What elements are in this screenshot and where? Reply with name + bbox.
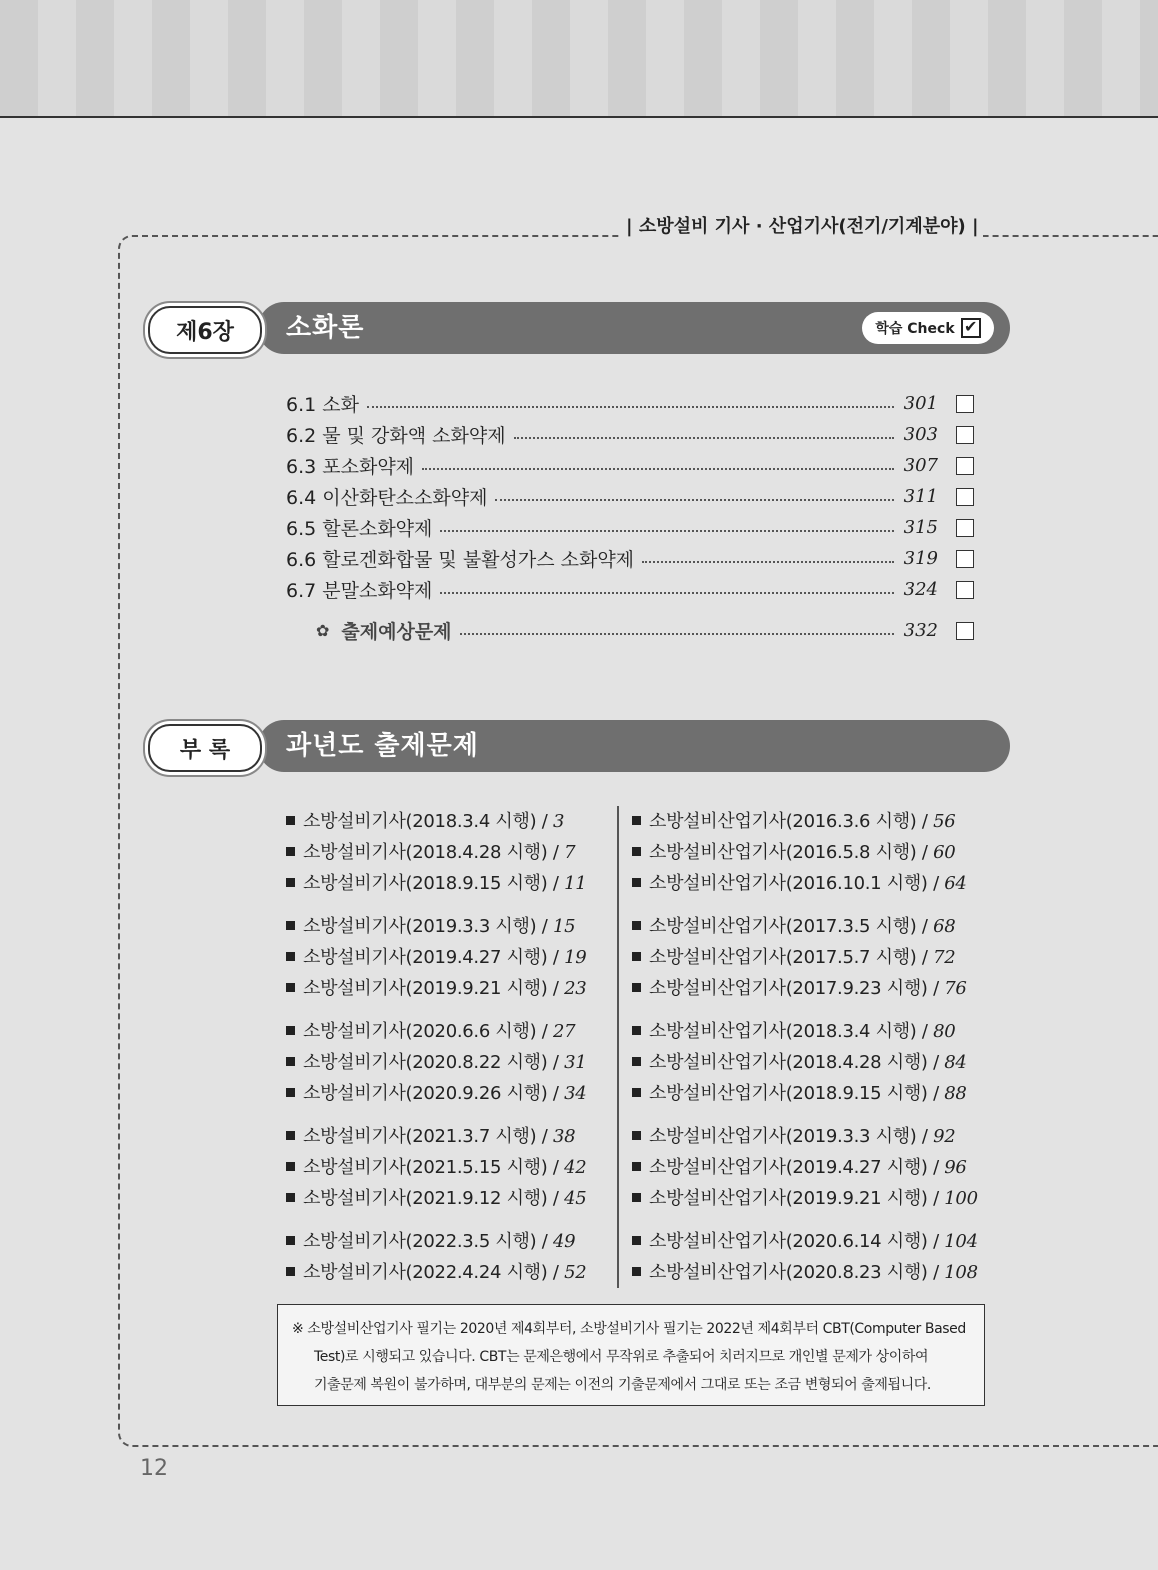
study-checkbox[interactable] [956, 395, 974, 413]
study-check-label: 학습 Check [875, 321, 955, 337]
exam-year-group [632, 911, 986, 1004]
list-item [632, 942, 986, 973]
exam-page-number: 15 [552, 916, 576, 937]
square-bullet-icon [286, 1193, 295, 1202]
chapter-title-bar [258, 302, 1010, 354]
square-bullet-icon [286, 1088, 295, 1097]
square-bullet-icon [286, 1026, 295, 1035]
list-item [632, 806, 986, 837]
exam-label: 소방설비기사(2019.4.27 시행) / [303, 947, 565, 968]
exam-label: 소방설비산업기사(2019.9.21 시행) / [649, 1188, 945, 1209]
exam-label: 소방설비산업기사(2019.4.27 시행) / [649, 1157, 945, 1178]
square-bullet-icon [632, 921, 641, 930]
past-exam-column-industrial [632, 806, 986, 1300]
exam-page-number: 11 [564, 873, 587, 894]
toc-leader-dots [495, 499, 894, 501]
appendix-title-bar [258, 720, 1010, 772]
toc-section-label: 6.5 할론소화약제 [286, 518, 433, 540]
exam-page-number: 3 [552, 811, 565, 832]
exam-year-group [286, 806, 612, 899]
toc-page-number: 301 [903, 393, 938, 414]
past-exam-column-engineer [286, 806, 612, 1300]
toc-page-number: 303 [903, 424, 938, 445]
toc-leader-dots [642, 561, 894, 563]
square-bullet-icon [632, 878, 641, 887]
square-bullet-icon [286, 816, 295, 825]
exam-page-number: 108 [944, 1262, 978, 1283]
list-item [632, 1016, 986, 1047]
toc-row [286, 574, 976, 605]
exam-label: 소방설비기사(2019.3.3 시행) / [303, 916, 553, 937]
list-item [632, 837, 986, 868]
study-checkbox[interactable] [956, 457, 974, 475]
toc-section-label: 6.6 할로겐화합물 및 불활성가스 소화약제 [286, 549, 635, 571]
exam-label: 소방설비기사(2022.3.5 시행) / [303, 1231, 553, 1252]
square-bullet-icon [632, 952, 641, 961]
chapter-badge: 제6장 [148, 306, 262, 354]
square-bullet-icon [632, 816, 641, 825]
toc-page-number: 307 [903, 455, 938, 476]
toc-section-label: 출제예상문제 [341, 621, 452, 643]
exam-page-number: 7 [564, 842, 576, 863]
toc-row [286, 481, 976, 512]
square-bullet-icon [632, 1026, 641, 1035]
exam-year-group [286, 1121, 612, 1214]
exam-label: 소방설비기사(2021.3.7 시행) / [303, 1126, 553, 1147]
toc-page-number: 315 [903, 517, 938, 538]
list-item [286, 806, 612, 837]
list-item [286, 1183, 612, 1214]
study-checkbox[interactable] [956, 550, 974, 568]
square-bullet-icon [286, 983, 295, 992]
study-checkbox[interactable] [956, 426, 974, 444]
exam-label: 소방설비산업기사(2020.8.23 시행) / [649, 1262, 945, 1283]
exam-page-number: 84 [944, 1052, 967, 1073]
list-item [632, 1121, 986, 1152]
exam-page-number: 56 [933, 811, 956, 832]
toc-leader-dots [422, 468, 894, 470]
square-bullet-icon [286, 1162, 295, 1171]
checked-box-icon: ✔ [961, 318, 981, 338]
square-bullet-icon [286, 847, 295, 856]
top-decorative-band [0, 0, 1158, 118]
exam-label: 소방설비산업기사(2016.3.6 시행) / [649, 811, 934, 832]
square-bullet-icon [632, 1193, 641, 1202]
list-item [286, 911, 612, 942]
toc-row [286, 543, 976, 574]
toc-leader-dots [367, 406, 894, 408]
chapter-toc [286, 388, 976, 646]
list-item [286, 942, 612, 973]
exam-label: 소방설비기사(2020.6.6 시행) / [303, 1021, 553, 1042]
square-bullet-icon [286, 1131, 295, 1140]
toc-page-number: 332 [903, 620, 938, 641]
exam-page-number: 80 [933, 1021, 956, 1042]
toc-leader-dots [514, 437, 894, 439]
appendix-badge: 부 록 [148, 724, 262, 772]
column-divider [617, 806, 619, 1288]
page-number: 12 [140, 1456, 168, 1481]
toc-row [286, 512, 976, 543]
exam-page-number: 52 [564, 1262, 587, 1283]
list-item [286, 868, 612, 899]
exam-label: 소방설비산업기사(2019.3.3 시행) / [649, 1126, 934, 1147]
exam-page-number: 45 [564, 1188, 587, 1209]
study-checkbox[interactable] [956, 622, 974, 640]
study-checkbox[interactable] [956, 581, 974, 599]
square-bullet-icon [632, 1088, 641, 1097]
past-exam-list [286, 806, 986, 1288]
square-bullet-icon [632, 1131, 641, 1140]
toc-leader-dots [440, 530, 894, 532]
exam-page-number: 64 [944, 873, 967, 894]
toc-section-label: 6.2 물 및 강화액 소화약제 [286, 425, 506, 447]
toc-section-label: 6.3 포소화약제 [286, 456, 415, 478]
list-item [632, 1078, 986, 1109]
list-item [632, 1152, 986, 1183]
square-bullet-icon [632, 1162, 641, 1171]
list-item [632, 868, 986, 899]
exam-page-number: 60 [933, 842, 956, 863]
square-bullet-icon [286, 1267, 295, 1276]
exam-page-number: 23 [564, 978, 587, 999]
exam-label: 소방설비기사(2018.4.28 시행) / [303, 842, 565, 863]
list-item [632, 911, 986, 942]
toc-section-label: 6.1 소화 [286, 394, 359, 416]
exam-year-group [632, 806, 986, 899]
toc-row [286, 450, 976, 481]
notice-line: ※ 소방설비산업기사 필기는 2020년 제4회부터, 소방설비기사 필기는 2022년 제4회부터 CBT(Computer Based [292, 1321, 966, 1337]
list-item [632, 1226, 986, 1257]
flower-icon: ✿ [316, 621, 330, 640]
square-bullet-icon [632, 847, 641, 856]
exam-page-number: 19 [564, 947, 587, 968]
list-item [286, 1226, 612, 1257]
exam-page-number: 104 [944, 1231, 978, 1252]
square-bullet-icon [632, 1236, 641, 1245]
exam-page-number: 72 [933, 947, 956, 968]
exam-page-number: 49 [552, 1231, 576, 1252]
exam-label: 소방설비산업기사(2018.3.4 시행) / [649, 1021, 934, 1042]
exam-page-number: 96 [944, 1157, 967, 1178]
list-item [632, 1257, 986, 1288]
study-checkbox[interactable] [956, 488, 974, 506]
exam-label: 소방설비산업기사(2016.10.1 시행) / [649, 873, 945, 894]
exam-page-number: 100 [944, 1188, 978, 1209]
list-item [286, 837, 612, 868]
study-check-pill [862, 312, 994, 344]
exam-page-number: 42 [564, 1157, 587, 1178]
notice-line: Test)로 시행되고 있습니다. CBT는 문제은행에서 무작위로 추출되어 치러지므로 개인별 문제가 상이하여 [314, 1349, 929, 1365]
study-checkbox[interactable] [956, 519, 974, 537]
exam-year-group [632, 1121, 986, 1214]
list-item [286, 1152, 612, 1183]
exam-page-number: 88 [944, 1083, 967, 1104]
toc-page-number: 311 [903, 486, 938, 507]
square-bullet-icon [286, 878, 295, 887]
list-item [632, 1183, 986, 1214]
list-item [286, 1257, 612, 1288]
exam-year-group [286, 911, 612, 1004]
exam-year-group [286, 1016, 612, 1109]
toc-row-practice-problems [286, 615, 976, 646]
exam-page-number: 92 [933, 1126, 956, 1147]
square-bullet-icon [286, 952, 295, 961]
exam-page-number: 31 [564, 1052, 587, 1073]
exam-page-number: 34 [564, 1083, 587, 1104]
exam-label: 소방설비기사(2020.8.22 시행) / [303, 1052, 565, 1073]
toc-row [286, 388, 976, 419]
notice-line: 기출문제 복원이 불가하며, 대부분의 문제는 이전의 기출문제에서 그대로 또는 조금 변형되어 출제됩니다. [314, 1377, 931, 1393]
toc-page-number: 319 [903, 548, 938, 569]
list-item [286, 1016, 612, 1047]
exam-label: 소방설비기사(2022.4.24 시행) / [303, 1262, 565, 1283]
exam-year-group [632, 1016, 986, 1109]
toc-section-label: 6.4 이산화탄소소화약제 [286, 487, 488, 509]
exam-label: 소방설비기사(2020.9.26 시행) / [303, 1083, 565, 1104]
square-bullet-icon [286, 921, 295, 930]
exam-label: 소방설비산업기사(2017.9.23 시행) / [649, 978, 945, 999]
square-bullet-icon [632, 1057, 641, 1066]
exam-page-number: 27 [552, 1021, 576, 1042]
exam-year-group [286, 1226, 612, 1288]
list-item [286, 1121, 612, 1152]
exam-label: 소방설비기사(2018.3.4 시행) / [303, 811, 553, 832]
exam-label: 소방설비기사(2019.9.21 시행) / [303, 978, 565, 999]
cbt-notice-box [277, 1304, 985, 1406]
chapter-title: 소화론 [286, 313, 365, 343]
exam-label: 소방설비산업기사(2017.3.5 시행) / [649, 916, 934, 937]
exam-label: 소방설비기사(2018.9.15 시행) / [303, 873, 565, 894]
square-bullet-icon [632, 983, 641, 992]
exam-label: 소방설비기사(2021.9.12 시행) / [303, 1188, 565, 1209]
exam-label: 소방설비산업기사(2017.5.7 시행) / [649, 947, 934, 968]
toc-section-label: 6.7 분말소화약제 [286, 580, 433, 602]
toc-leader-dots [460, 633, 894, 635]
toc-row [286, 419, 976, 450]
list-item [286, 1047, 612, 1078]
exam-page-number: 76 [944, 978, 967, 999]
list-item [286, 973, 612, 1004]
book-title-header: | 소방설비 기사 · 산업기사(전기/기계분야) | [622, 212, 983, 238]
square-bullet-icon [286, 1057, 295, 1066]
exam-label: 소방설비산업기사(2018.4.28 시행) / [649, 1052, 945, 1073]
exam-page-number: 38 [552, 1126, 576, 1147]
list-item [632, 1047, 986, 1078]
exam-year-group [632, 1226, 986, 1288]
list-item [632, 973, 986, 1004]
exam-page-number: 68 [933, 916, 956, 937]
toc-page-number: 324 [903, 579, 938, 600]
exam-label: 소방설비기사(2021.5.15 시행) / [303, 1157, 565, 1178]
list-item [286, 1078, 612, 1109]
exam-label: 소방설비산업기사(2020.6.14 시행) / [649, 1231, 945, 1252]
toc-leader-dots [440, 592, 894, 594]
appendix-title: 과년도 출제문제 [286, 731, 479, 761]
exam-label: 소방설비산업기사(2018.9.15 시행) / [649, 1083, 945, 1104]
square-bullet-icon [632, 1267, 641, 1276]
exam-label: 소방설비산업기사(2016.5.8 시행) / [649, 842, 934, 863]
square-bullet-icon [286, 1236, 295, 1245]
